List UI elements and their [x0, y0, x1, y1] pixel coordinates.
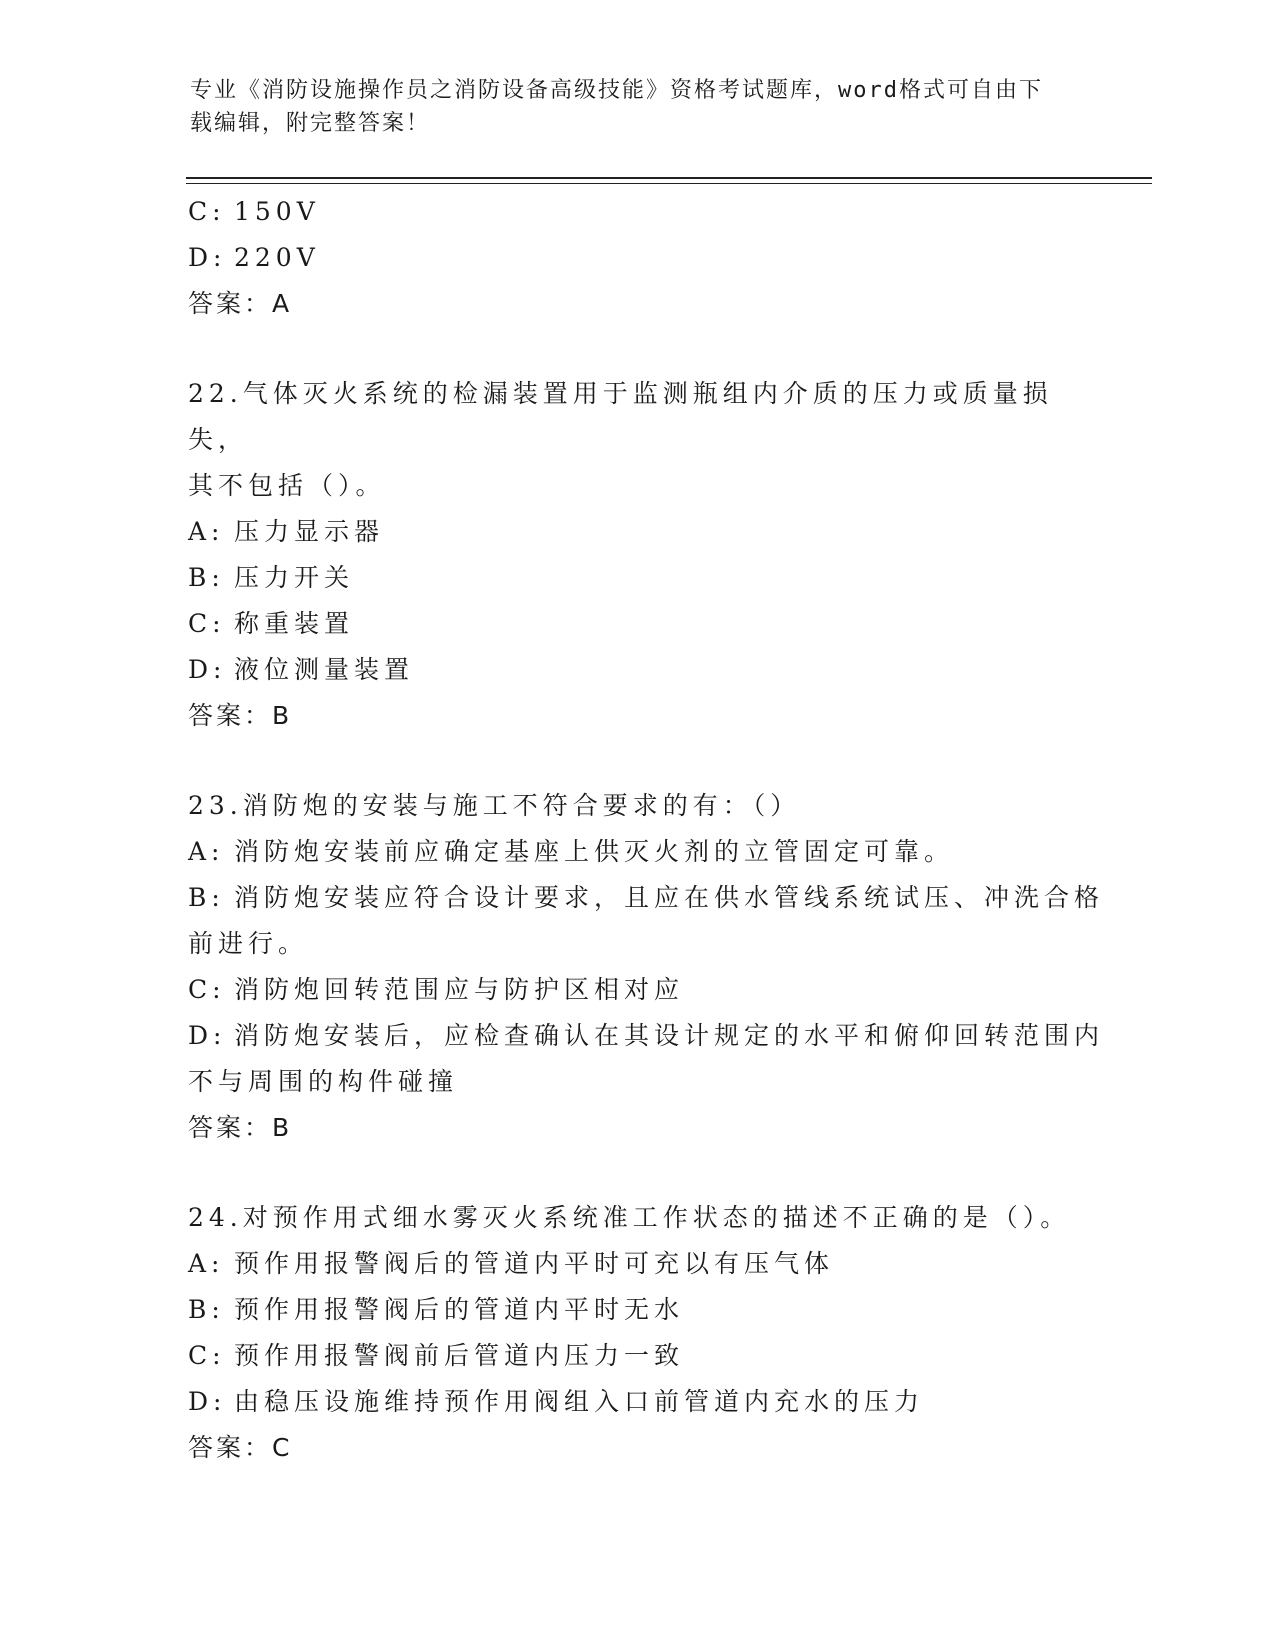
question-stem-line: 24.对预作用式细水雾灭火系统准工作状态的描述不正确的是（）。 — [188, 1203, 1071, 1232]
question-22 — [188, 371, 1088, 739]
option-text: 消防炮回转范围应与防护区相对应 — [234, 975, 685, 1004]
option-a — [188, 829, 1088, 875]
question-stem-line: 其不包括（）。 — [188, 471, 386, 500]
option-c — [188, 967, 1088, 1013]
question-24 — [188, 1195, 1088, 1471]
option-d — [188, 647, 1088, 693]
question-23 — [188, 783, 1105, 1151]
carryover-block — [188, 189, 1088, 327]
option-a — [188, 509, 1088, 555]
option-c — [188, 1333, 1088, 1379]
option-c — [188, 189, 1088, 235]
answer-line: 答案：B — [188, 701, 293, 730]
option-text: 称重装置 — [234, 609, 355, 638]
option-prefix: B: — [188, 1295, 225, 1324]
option-b — [188, 1287, 1088, 1333]
option-text: 预作用报警阀后的管道内平时可充以有压气体 — [234, 1249, 835, 1278]
option-text: 消防炮安装后，应检查确认在其设计规定的水平和俯仰回转范围内 — [234, 1021, 1105, 1050]
option-prefix: D: — [188, 655, 227, 684]
option-prefix: C: — [188, 975, 226, 1004]
option-prefix: B: — [188, 883, 225, 912]
option-a — [188, 1241, 1088, 1287]
answer-line: 答案：A — [188, 289, 293, 318]
option-b — [188, 555, 1088, 601]
document-header — [190, 74, 1090, 140]
option-d — [188, 1013, 1105, 1059]
question-stem-line: 22.气体灭火系统的检漏装置用于监测瓶组内介质的压力或质量损失， — [188, 379, 1053, 454]
answer-line: 答案：B — [188, 1113, 293, 1142]
option-prefix: D: — [188, 1387, 227, 1416]
option-prefix: A: — [188, 1249, 225, 1278]
option-d-continuation: 不与周围的构件碰撞 — [188, 1067, 459, 1096]
option-prefix: C: — [188, 1341, 226, 1370]
option-d — [188, 1379, 1088, 1425]
option-text: 由稳压设施维持预作用阀组入口前管道内充水的压力 — [234, 1387, 925, 1416]
question-stem-line: 23.消防炮的安装与施工不符合要求的有：（） — [188, 791, 801, 820]
option-text: 液位测量装置 — [234, 655, 415, 684]
option-b — [188, 875, 1105, 921]
option-b-continuation: 前进行。 — [188, 929, 309, 958]
answer-line: 答案：C — [188, 1433, 293, 1462]
option-text: 消防炮安装前应确定基座上供灭火剂的立管固定可靠。 — [234, 837, 955, 866]
option-text: 预作用报警阀后的管道内平时无水 — [234, 1295, 685, 1324]
question-content — [188, 189, 1105, 1471]
option-prefix: C: — [188, 197, 226, 226]
option-text: 预作用报警阀前后管道内压力一致 — [234, 1341, 685, 1370]
option-text: 150V — [234, 197, 320, 226]
option-prefix: D: — [188, 1021, 227, 1050]
option-prefix: A: — [188, 837, 225, 866]
header-line-2: 载编辑，附完整答案！ — [190, 111, 431, 136]
option-prefix: C: — [188, 609, 226, 638]
header-line-1: 专业《消防设施操作员之消防设备高级技能》资格考试题库，word格式可自由下 — [190, 78, 1043, 103]
option-text: 220V — [234, 243, 320, 272]
option-text: 压力显示器 — [234, 517, 385, 546]
header-divider-thick — [186, 177, 1152, 179]
header-divider-thin — [186, 183, 1152, 184]
option-text: 消防炮安装应符合设计要求，且应在供水管线系统试压、冲洗合格 — [234, 883, 1105, 912]
option-prefix: B: — [188, 563, 225, 592]
option-text: 压力开关 — [234, 563, 355, 592]
option-prefix: A: — [188, 517, 225, 546]
option-prefix: D: — [188, 243, 227, 272]
option-c — [188, 601, 1088, 647]
option-d — [188, 235, 1088, 281]
